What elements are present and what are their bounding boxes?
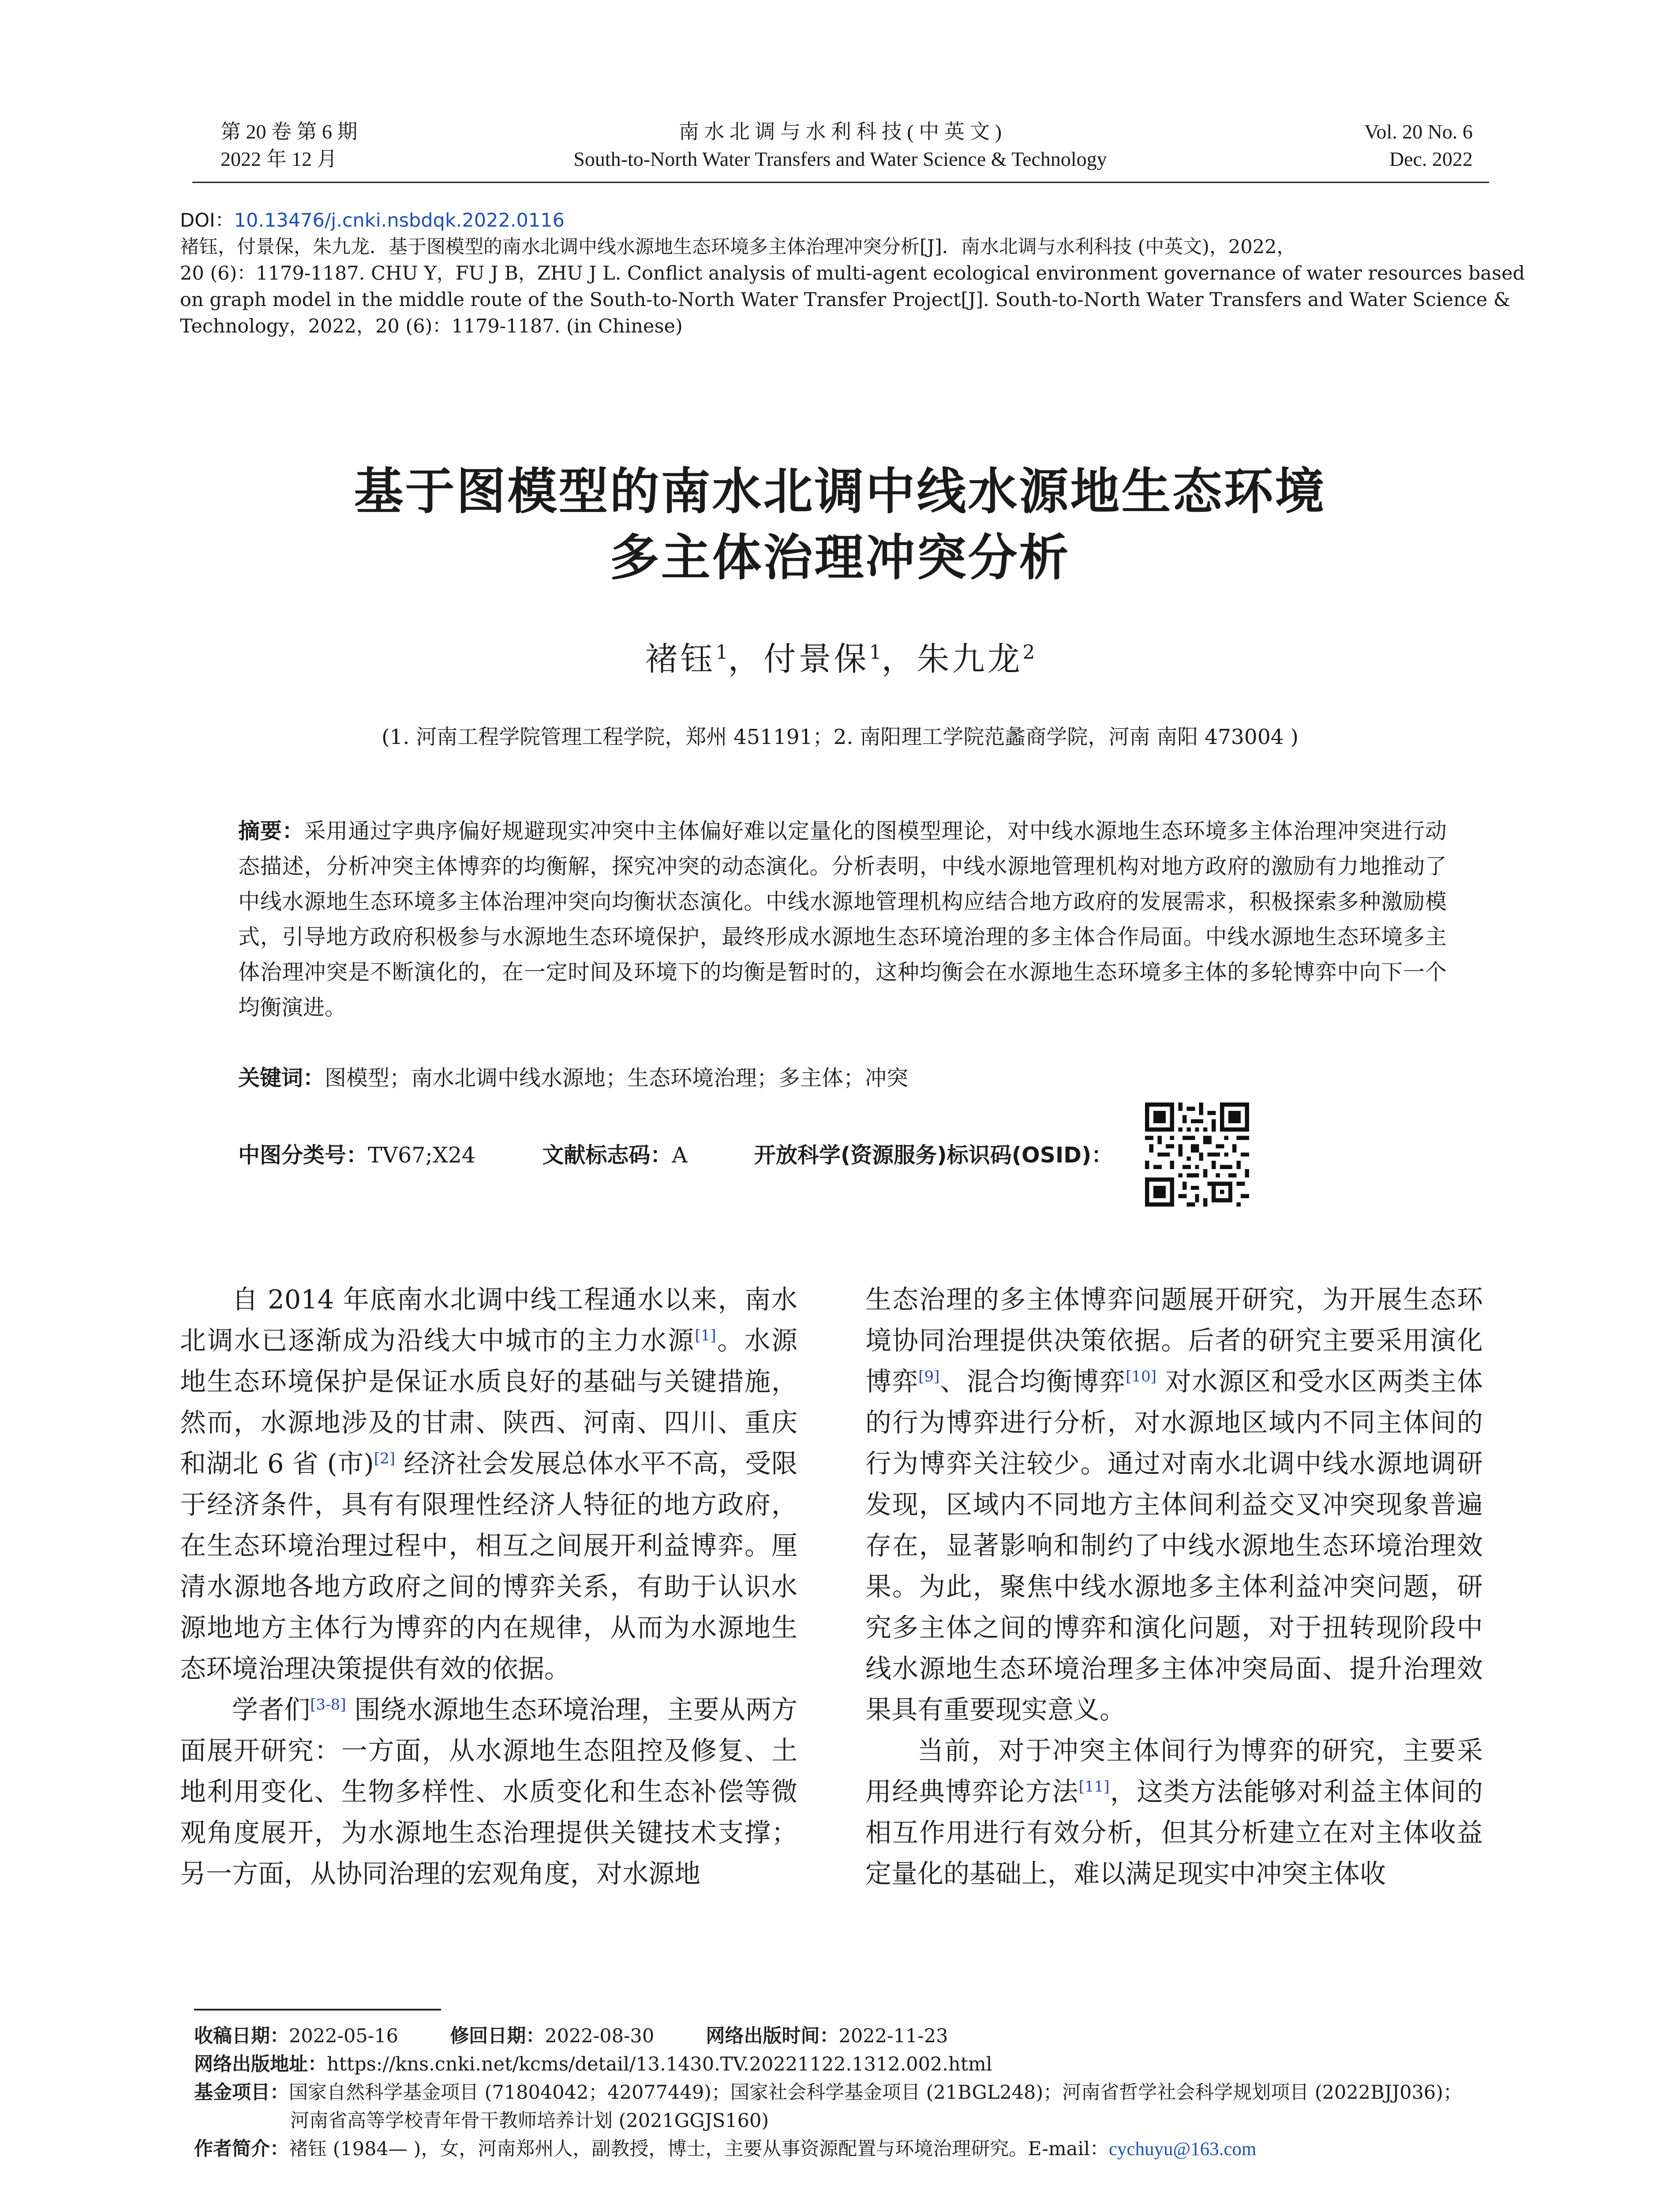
citation-ref[interactable]: [10]: [1126, 1368, 1157, 1386]
clc-value: TV67;X24: [368, 1143, 476, 1168]
fund-text-2: 河南省高等学校青年骨干教师培养计划 (2021GGJS160): [290, 2110, 769, 2132]
author-3-affil: 2: [1022, 641, 1035, 664]
abstract-text: 采用通过字典序偏好规避现实冲突中主体偏好难以定量化的图模型理论，对中线水源地生态环境多主体治理冲突进行动态描述，分析冲突主体博弈的均衡解，探究冲突的动态演化。分析表明，中线水源地管理机构对地方政府的激励有力地推动了中线水源地生态环境多主体治理冲突向均衡状态演化。中线水源地管理机构应结合地方政府的发展需求，积极探索多种激励模式，引导地方政府积极参与水源地生态环境保护，最终形成水源地生态环境治理的多主体合作局面。中线水源地生态环境多主体治理冲突是不断演化的，在一定时间及环境下的均衡是暂时的，这种均衡会在水源地生态环境多主体的多轮博弈中向下一个均衡演进。: [238, 818, 1447, 1020]
header-journal-cn: 南 水 北 调 与 水 利 科 技 ( 中 英 文 ): [678, 120, 1002, 143]
body-text: 。水源地生态环境保护是保证水质良好的基础与关键措施，然而，水源地涉及的甘肃、陕西、河南、四川、重庆和湖北 6 省 (市): [180, 1325, 797, 1479]
body-text: 自 2014 年底南水北调中线工程通水以来，南水北调水已逐渐成为沿线大中城市的主力水源: [180, 1284, 797, 1356]
body-column-right: [865, 1279, 1483, 1894]
title-line-1: 基于图模型的南水北调中线水源地生态环境: [354, 463, 1326, 520]
body-column-left: [180, 1279, 797, 1894]
author-bio-label: 作者简介：: [194, 2138, 289, 2160]
url-label: 网络出版地址：: [194, 2053, 327, 2075]
clc-label: 中图分类号：: [238, 1143, 368, 1168]
author-2: 付景保: [763, 640, 869, 678]
header-rule: [192, 182, 1489, 183]
header-journal-en: South-to-North Water Transfers and Water Science & Technology: [573, 148, 1107, 170]
body-text: 学者们: [232, 1694, 311, 1725]
revised-label: 修回日期：: [450, 2025, 545, 2047]
citation-ref[interactable]: [11]: [1078, 1778, 1110, 1796]
url-row: [194, 2050, 1491, 2078]
header-vol-no: Vol. 20 No. 6: [1364, 120, 1473, 143]
body-text: ，这类方法能够对利益主体间的相互作用进行有效分析，但其分析建立在对主体收益定量化的基础上，难以满足现实中冲突主体收: [865, 1776, 1483, 1889]
affiliation: (1. 河南工程学院管理工程学院，郑州 451191；2. 南阳理工学院范蠡商学院，河南 南阳 473004 ): [382, 725, 1298, 749]
body-paragraph: [180, 1279, 797, 1689]
author-sep: ，: [728, 640, 763, 678]
author-bio-text: 褚钰 (1984— )，女，河南郑州人，副教授，博士，主要从事资源配置与环境治理研究。E-mail：: [289, 2138, 1109, 2160]
body-paragraph: [865, 1730, 1483, 1894]
header-volume-issue: 第 20 卷 第 6 期: [221, 120, 358, 143]
revised-date: 2022-08-30: [545, 2025, 655, 2047]
body-text: 当前，对于冲突主体间行为博弈的研究，主要采用经典博弈论方法: [865, 1735, 1483, 1807]
citation-line-4: Technology，2022，20 (6)：1179-1187. (in Chinese): [180, 315, 683, 337]
author-email-link[interactable]: cychuyu@163.com: [1108, 2139, 1257, 2160]
keywords-label: 关键词：: [238, 1065, 325, 1091]
qr-code-icon[interactable]: [1145, 1102, 1249, 1207]
fund-row: [194, 2078, 1491, 2107]
doc-code-value: A: [672, 1143, 688, 1168]
header-journal: [454, 118, 1226, 173]
author-1: 褚钰: [645, 640, 716, 678]
abstract: [238, 814, 1447, 1025]
header-date: 2022 年 12 月: [221, 148, 337, 170]
header-vol-en: [1364, 118, 1473, 173]
footnote-rule: [194, 2009, 441, 2011]
citation-block: [180, 207, 1525, 340]
doc-code-label: 文献标志码：: [542, 1143, 672, 1168]
osid-label: 开放科学(资源服务)标识码(OSID)：: [754, 1143, 1113, 1168]
author-list: [0, 631, 1680, 681]
footnotes: [194, 2022, 1491, 2164]
doi-link[interactable]: 10.13476/j.cnki.nsbdqk.2022.0116: [234, 209, 565, 232]
keywords: [238, 1061, 1447, 1096]
classification-row: [238, 1140, 1113, 1171]
body-paragraph: [865, 1279, 1483, 1730]
citation-line-1: 褚钰，付景保，朱九龙．基于图模型的南水北调中线水源地生态环境多主体治理冲突分析[J]．南水北调与水利科技 (中英文)，2022，: [180, 236, 1296, 258]
header-volume: [221, 118, 358, 173]
paper-title: [0, 459, 1680, 591]
fund-label: 基金项目：: [194, 2082, 289, 2104]
abstract-label: 摘要：: [238, 818, 304, 844]
body-text: 、混合均衡博弈: [939, 1366, 1126, 1397]
online-label: 网络出版时间：: [706, 2025, 839, 2047]
fund-text-1: 国家自然科学基金项目 (71804042；42077449)；国家社会科学基金项目 (21BGL248)；河南省哲学社会科学规划项目 (2022BJJ036)；: [289, 2082, 1463, 2104]
citation-ref[interactable]: [3-8]: [310, 1696, 346, 1714]
citation-ref[interactable]: [2]: [374, 1450, 395, 1468]
citation-ref[interactable]: [9]: [918, 1368, 940, 1386]
online-date: 2022-11-23: [838, 2025, 948, 2047]
body-text: 围绕水源地生态环境治理，主要从两方面展开研究：一方面，从水源地生态阻控及修复、土地利用变化、生物多样性、水质变化和生态补偿等微观角度展开，为水源地生态治理提供关键技术支撑；另一方面，从协同治理的宏观角度，对水源地: [180, 1694, 797, 1889]
body-text: 经济社会发展总体水平不高，受限于经济条件，具有有限理性经济人特征的地方政府，在生态环境治理过程中，相互之间展开利益博弈。厘清水源地各地方政府之间的博弈关系，有助于认识水源地地方主体行为博弈的内在规律，从而为水源地生态环境治理决策提供有效的依据。: [180, 1448, 797, 1684]
received-date: 2022-05-16: [289, 2025, 398, 2047]
header-date-en: Dec. 2022: [1389, 148, 1473, 170]
title-line-2: 多主体治理冲突分析: [610, 529, 1070, 587]
body-text: 对水源区和受水区两类主体的行为博弈进行分析，对水源地区域内不同主体间的行为博弈关注较少。通过对南水北调中线水源地调研发现，区域内不同地方主体间利益交叉冲突现象普遍存在，显著影响和制约了中线水源地生态环境治理效果。为此，聚焦中线水源地多主体利益冲突问题，研究多主体之间的博弈和演化问题，对于扭转现阶段中线水源地生态环境治理多主体冲突局面、提升治理效果具有重要现实意义。: [865, 1366, 1483, 1725]
author-2-affil: 1: [869, 641, 882, 664]
doi-label: DOI：: [180, 209, 234, 232]
received-label: 收稿日期：: [194, 2025, 289, 2047]
doi-line: [180, 207, 1494, 234]
author-sep: ，: [881, 640, 917, 678]
body-text: 生态治理的多主体博弈问题展开研究，为开展生态环境协同治理提供决策依据。后者的研究主要采用演化博弈: [865, 1284, 1483, 1397]
body-paragraph: [180, 1689, 797, 1894]
author-bio-row: [194, 2135, 1491, 2164]
citation-ref[interactable]: [1]: [695, 1327, 716, 1345]
dates-row: [194, 2022, 1491, 2050]
author-3: 朱九龙: [917, 640, 1023, 678]
citation-line-3: on graph model in the middle route of the South-to-North Water Transfer Project[J]. South-to-North Water Transfers and Water Science &: [180, 289, 1511, 311]
keywords-text: 图模型；南水北调中线水源地；生态环境治理；多主体；冲突: [325, 1065, 909, 1091]
citation-line-2: 20 (6)：1179-1187. CHU Y，FU J B，ZHU J L. Conflict analysis of multi-agent ecological environment governance of water resources based: [180, 262, 1525, 284]
author-1-affil: 1: [715, 641, 728, 664]
online-url[interactable]: https://kns.cnki.net/kcms/detail/13.1430.TV.20221122.1312.002.html: [327, 2053, 992, 2075]
